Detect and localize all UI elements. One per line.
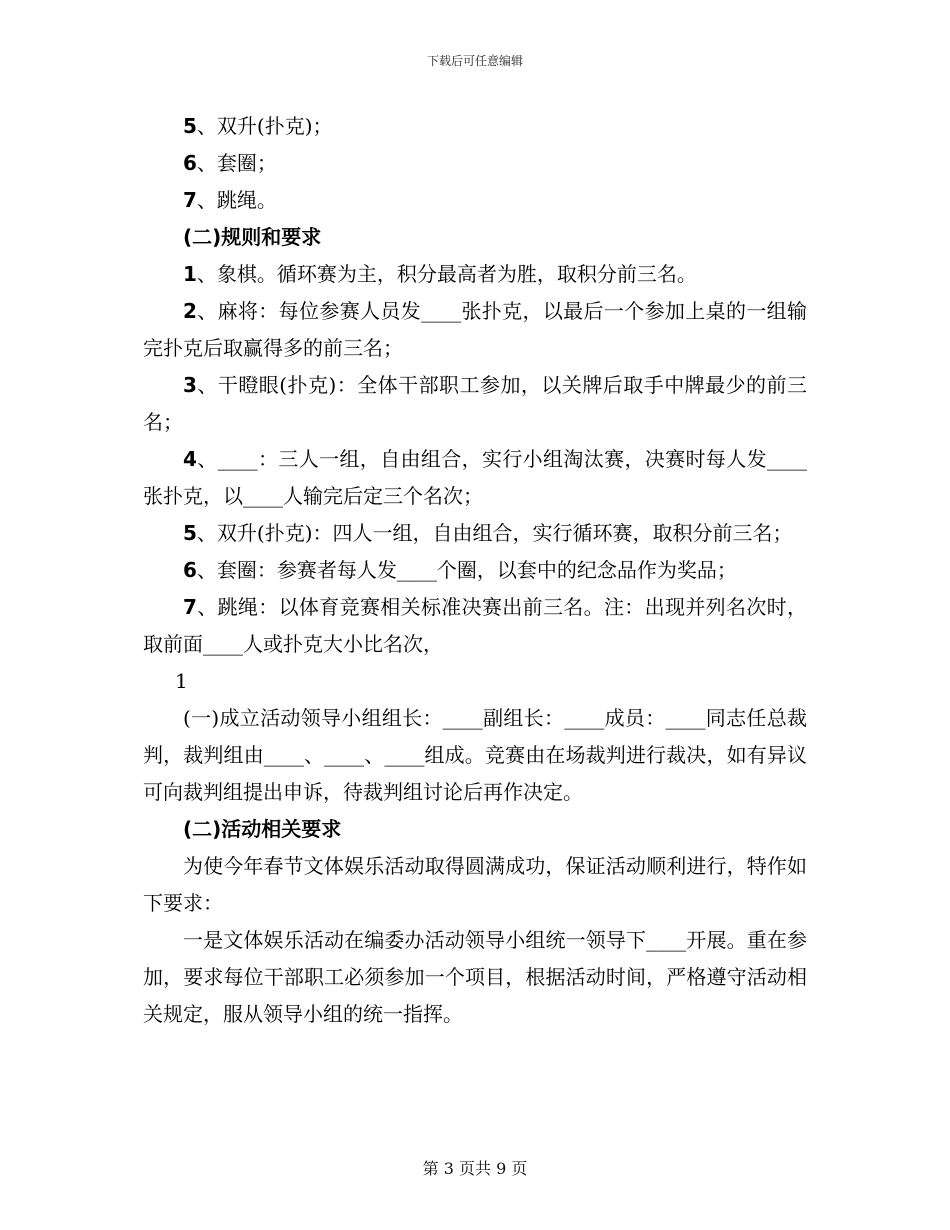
inline-page-number: 1 <box>175 669 188 693</box>
paragraph: 为使今年春节文体娱乐活动取得圆满成功，保证活动顺利进行，特作如下要求： <box>143 854 807 915</box>
section-heading: (二)规则和要求 <box>183 225 322 249</box>
paragraph: 一是文体娱乐活动在编委办活动领导小组统一领导下____开展。重在参加，要求每位干部职工必须参加一个项目，根据活动时间，严格遵守活动相关规定，服从领导小组的统一指挥。 <box>143 928 807 1026</box>
paragraph: (一)成立活动领导小组组长：____副组长：____成员：____同志任总裁判，裁判组由____、____、____组成。竞赛由在场裁判进行裁决，如有异议可向裁判组提出申诉，待裁判组讨论后再作决定。 <box>143 706 807 804</box>
document-body <box>143 108 807 1033</box>
list-item: 6、套圈：参赛者每人发____个圈，以套中的纪念品作为奖品； <box>183 558 737 582</box>
list-item: 2、麻将：每位参赛人员发____张扑克，以最后一个参加上桌的一组输完扑克后取赢得多的前三名； <box>143 299 807 360</box>
list-item: 5、双升(扑克)； <box>183 114 333 138</box>
list-item: 3、干瞪眼(扑克)：全体干部职工参加，以关牌后取手中牌最少的前三名； <box>143 373 807 434</box>
list-item: 1、象棋。循环赛为主，积分最高者为胜，取积分前三名。 <box>183 262 697 286</box>
list-item: 7、跳绳：以体育竞赛相关标准决赛出前三名。注：出现并列名次时，取前面____人或扑克大小比名次， <box>143 595 807 656</box>
page-footer: 第 3 页共 9 页 <box>422 1159 528 1178</box>
list-item: 5、双升(扑克)：四人一组，自由组合，实行循环赛，取积分前三名； <box>183 521 793 545</box>
list-item: 7、跳绳。 <box>183 188 277 212</box>
section-heading: (二)活动相关要求 <box>183 817 342 841</box>
page-header: 下载后可任意编辑 <box>426 54 523 68</box>
list-item: 6、套圈； <box>183 151 277 175</box>
list-item: 4、____：三人一组，自由组合，实行小组淘汰赛，决赛时每人发____张扑克，以____人输完后定三个名次； <box>143 447 807 508</box>
